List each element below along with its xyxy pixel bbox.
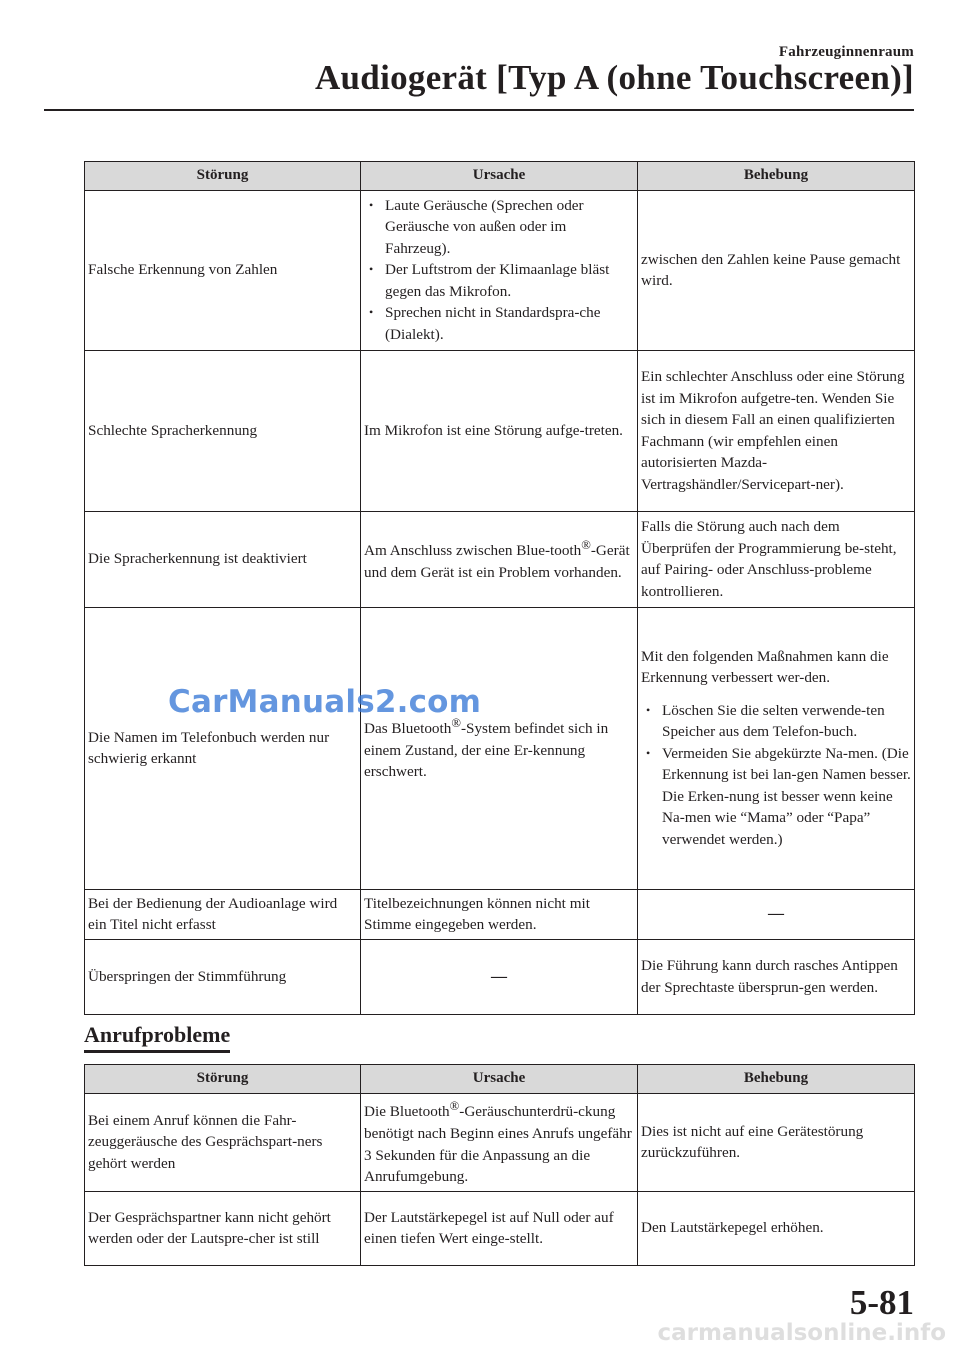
cell-behebung [638,608,915,890]
watermark: CarManuals2.com [168,684,482,720]
cell-ursache-dash: — [361,940,638,1015]
page-number: 5-81 [849,1283,914,1322]
registered-mark: ® [581,537,591,552]
text-part: Das Bluetooth [364,720,452,738]
cell-behebung: zwischen den Zahlen keine Pause gemacht wird. [638,191,915,351]
bullet-list [641,700,911,851]
column-header-stoerung: Störung [85,162,361,191]
cell-stoerung: Die Namen im Telefonbuch werden nur schwierig erkannt [85,608,361,890]
column-header-behebung: Behebung [638,1065,915,1094]
cell-stoerung: Die Spracherkennung ist deaktiviert [85,512,361,608]
bullet-item: • Sprechen nicht in Standardspra-che (Dialekt). [364,302,634,345]
column-header-behebung: Behebung [638,162,915,191]
cell-stoerung: Schlechte Spracherkennung [85,351,361,512]
cell-stoerung: Bei der Bedienung der Audioanlage wird ein Titel nicht erfasst [85,890,361,940]
bullet-item: • Löschen Sie die selten verwende-ten Speicher aus dem Telefon-buch. [641,700,911,743]
call-problems-table [84,1064,915,1266]
bullet-item: • Vermeiden Sie abgekürzte Na-men. (Die Erkennung ist bei lan-gen Namen besser. Die Erken-nung ist besser wenn keine Na-men wie “Mama” oder “Papa” verwendet werden.) [641,743,911,851]
section-heading: Anrufprobleme [84,1022,230,1053]
footer-watermark: carmanualsonline.info [657,1320,946,1346]
text-part: -Gerät und dem Gerät ist ein Problem vorhanden. [364,542,630,581]
cell-behebung: Den Lautstärkepegel erhöhen. [638,1192,915,1266]
cell-ursache [361,608,638,890]
text-part: Am Anschluss zwischen Blue-tooth [364,542,582,560]
cell-ursache [361,1094,638,1192]
text-part: -System befindet sich in einem Zustand, der eine Er-kennung erschwert. [364,720,609,781]
remedy-intro: Mit den folgenden Maßnahmen kann die Erkennung verbessert wer-den. [641,647,889,687]
cell-stoerung: Falsche Erkennung von Zahlen [85,191,361,351]
cell-stoerung: Der Gesprächspartner kann nicht gehört werden oder der Lautspre-cher ist still [85,1192,361,1266]
cell-ursache [361,191,638,351]
cell-behebung-dash: — [638,890,915,940]
table-row [85,1094,915,1192]
header-divider [44,109,914,111]
registered-mark: ® [451,716,461,731]
bullet-item: • Laute Geräusche (Sprechen oder Geräusche von außen oder im Fahrzeug). [364,195,634,260]
registered-mark: ® [449,1099,460,1114]
table-row [85,351,915,512]
table-row [85,940,915,1015]
table-row [85,1192,915,1266]
cell-behebung: Die Führung kann durch rasches Antippen der Sprechtaste übersprun-gen werden. [638,940,915,1015]
cell-behebung: Falls die Störung auch nach dem Überprüfen der Programmierung be-steht, auf Pairing- oder Anschluss-probleme kontrollieren. [638,512,915,608]
text-part: Die Bluetooth [364,1103,450,1121]
cell-behebung: Dies ist nicht auf eine Gerätestörung zurückzuführen. [638,1094,915,1192]
table-header-row [85,1065,915,1094]
cell-ursache: Im Mikrofon ist eine Störung aufge-treten. [361,351,638,512]
table-row [85,191,915,351]
column-header-stoerung: Störung [85,1065,361,1094]
cell-ursache [361,512,638,608]
column-header-ursache: Ursache [361,1065,638,1094]
table-row [85,608,915,890]
cell-stoerung: Überspringen der Stimmführung [85,940,361,1015]
table-row [85,512,915,608]
cell-ursache: Titelbezeichnungen können nicht mit Stimme eingegeben werden. [361,890,638,940]
bullet-item: • Der Luftstrom der Klimaanlage bläst gegen das Mikrofon. [364,259,634,302]
text-part: -Geräuschunterdrü-ckung benötigt nach Beginn eines Anrufs ungefähr 3 Sekunden für die Anpassung an die Anrufumgebung. [364,1103,632,1186]
troubleshooting-table [84,161,915,1015]
column-header-ursache: Ursache [361,162,638,191]
section-label: Fahrzeuginnenraum [778,44,914,60]
table-header-row [85,162,915,191]
table-row [85,890,915,940]
bullet-list [364,195,634,346]
cell-behebung: Ein schlechter Anschluss oder eine Störung ist im Mikrofon aufgetre-ten. Wenden Sie sich in diesem Fall an einen qualifizierten Fachmann (wir empfehlen einen autorisierten Mazda-Vertragshändler/Servicepart-ner). [638,351,915,512]
page-title: Audiogerät [Typ A (ohne Touchscreen)] [314,58,914,97]
cell-ursache: Der Lautstärkepegel ist auf Null oder auf einen tiefen Wert einge-stellt. [361,1192,638,1266]
cell-stoerung: Bei einem Anruf können die Fahr-zeuggeräusche des Gesprächspart-ners gehört werden [85,1094,361,1192]
